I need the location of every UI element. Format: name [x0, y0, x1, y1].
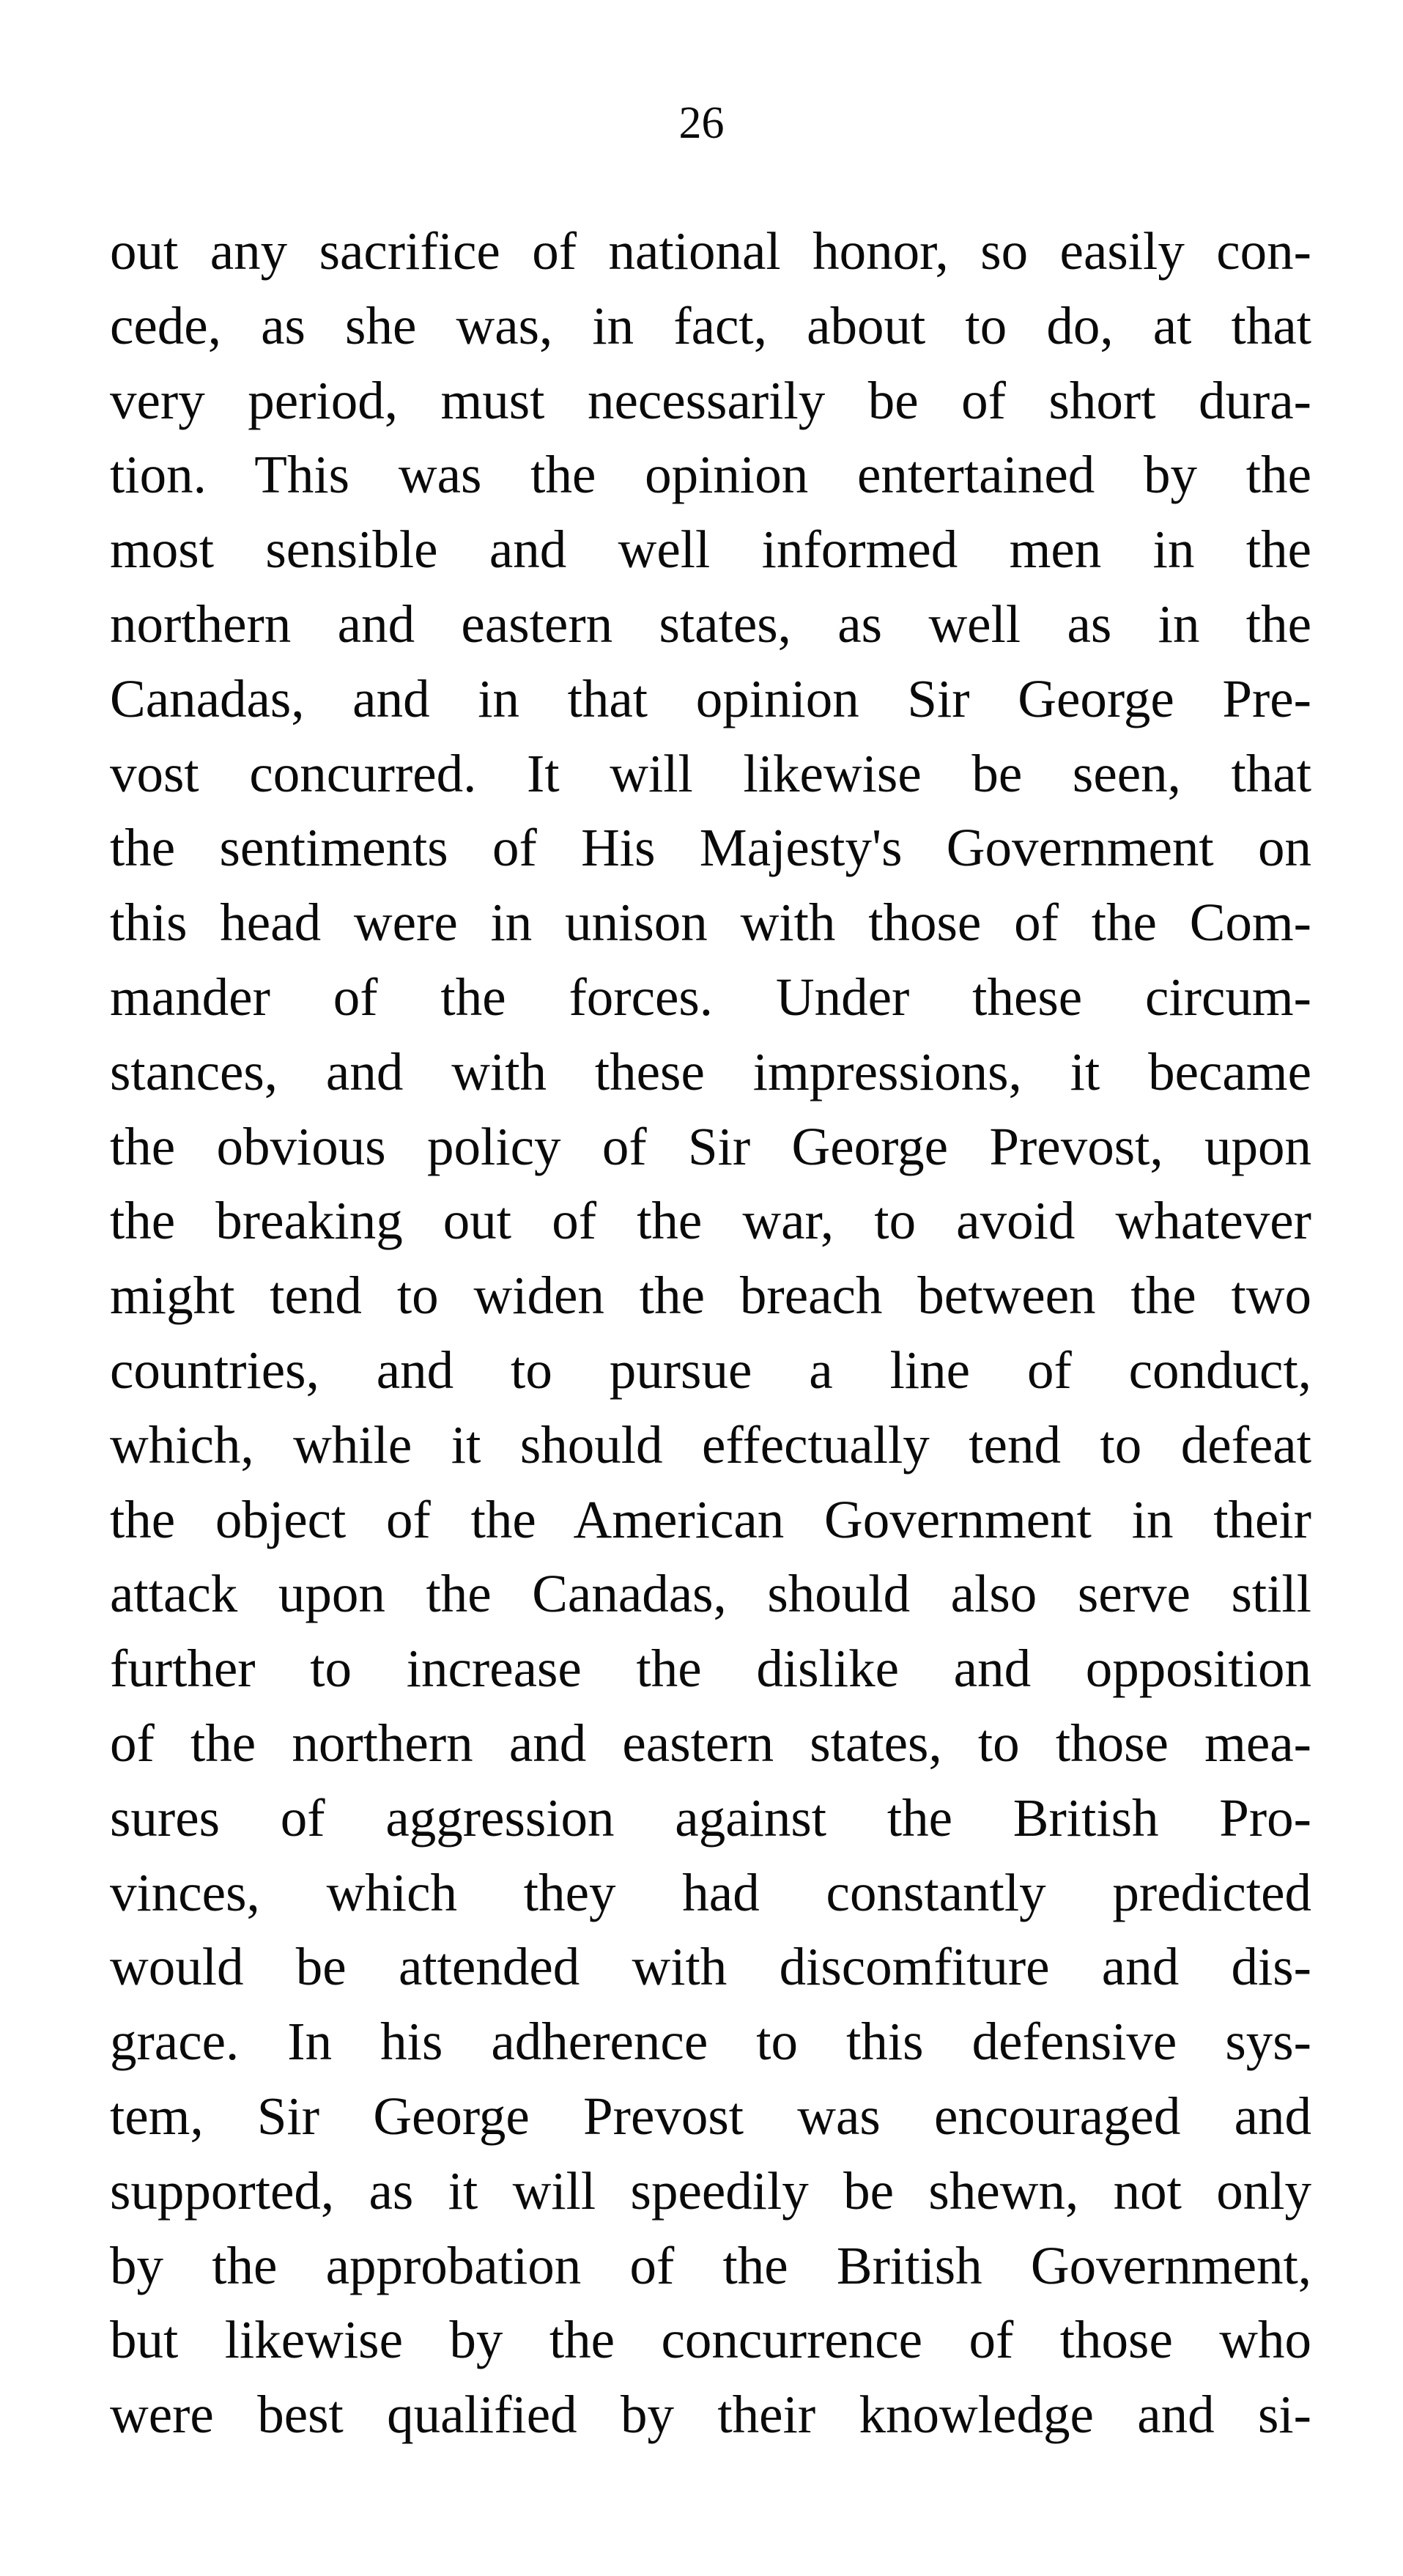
- text-line: mander of the forces. Under these circum-: [110, 967, 1311, 1027]
- text-line: vost concurred. It will likewise be seen, that: [110, 743, 1311, 803]
- text-line: would be attended with discomfiture and dis-: [110, 1937, 1311, 1997]
- text-line: supported, as it will speedily be shewn, not only: [110, 2160, 1311, 2221]
- text-line: which, while it should effectually tend to defeat: [110, 1414, 1311, 1475]
- text-line: were best qualified by their knowledge and si-: [110, 2385, 1311, 2445]
- text-line: the sentiments of His Majesty's Government on: [110, 818, 1311, 878]
- text-line: cede, as she was, in fact, about to do, at that: [110, 295, 1311, 355]
- text-line: most sensible and well informed men in the: [110, 520, 1311, 580]
- text-line: countries, and to pursue a line of conduct,: [110, 1340, 1311, 1400]
- page-number: 26: [678, 98, 725, 148]
- text-line: sures of aggression against the British Pro-: [110, 1787, 1311, 1848]
- text-line: tem, Sir George Prevost was encouraged and: [110, 2086, 1311, 2146]
- text-line: of the northern and eastern states, to those mea-: [110, 1713, 1311, 1773]
- text-line: but likewise by the concurrence of those who: [110, 2310, 1311, 2370]
- text-line: by the approbation of the British Government,: [110, 2235, 1311, 2295]
- body-text: [110, 214, 1311, 2452]
- text-line: the object of the American Government in their: [110, 1489, 1311, 1549]
- text-line: northern and eastern states, as well as in the: [110, 594, 1311, 654]
- text-line: out any sacrifice of national honor, so easily con-: [110, 221, 1311, 281]
- text-line: might tend to widen the breach between the two: [110, 1266, 1311, 1326]
- text-line: attack upon the Canadas, should also serve still: [110, 1564, 1311, 1624]
- text-line: very period, must necessarily be of short dura-: [110, 370, 1311, 430]
- text-line: the obvious policy of Sir George Prevost, upon: [110, 1116, 1311, 1176]
- text-line: vinces, which they had constantly predicted: [110, 1862, 1311, 1922]
- text-line: Canadas, and in that opinion Sir George Pre-: [110, 668, 1311, 728]
- text-line: tion. This was the opinion entertained by the: [110, 445, 1311, 505]
- text-line: stances, and with these impressions, it became: [110, 1041, 1311, 1101]
- text-line: this head were in unison with those of the Com-: [110, 893, 1311, 953]
- text-line: further to increase the dislike and opposition: [110, 1639, 1311, 1699]
- text-line: the breaking out of the war, to avoid whatever: [110, 1191, 1311, 1251]
- text-line: grace. In his adherence to this defensive sys-: [110, 2012, 1311, 2072]
